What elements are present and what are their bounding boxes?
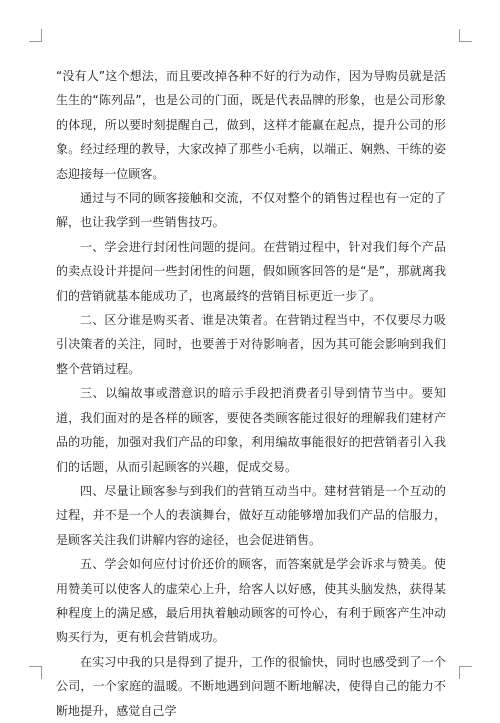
paragraph: 四、尽量让顾客参与到我们的营销互动当中。建材营销是一个互动的过程，并不是一个人的表演舞台，做好互动能够增加我们产品的信服力，是顾客关注我们讲解内容的途径，也会促进销售。 [56, 483, 446, 547]
paragraph: “没有人”这个想法，而且要改掉各种不好的行为动作，因为导购员就是活生生的“陈列品”，也是公司的门面，既是代表品牌的形象，也是公司形象的体现，所以要时刻提醒自己，做到，这样才能赢在起点，提升公司的形象。经过经理的教导，大家改掉了那些小毛病，以端正、娴熟、干练的姿态迎接每一位顾客。 [56, 69, 446, 181]
crop-mark-top-left [29, 29, 42, 42]
paragraph: 五、学会如何应付讨价还价的顾客，而答案就是学会诉求与赞美。使用赞美可以使客人的虚荣心上升，给客人以好感，使其头脑发热，获得某种程度上的满足感，最后用执着触动顾客的可怜心，有利于顾客产生冲动购买行为，更有机会营销成功。 [56, 557, 446, 645]
paragraph: 通过与不同的顾客接触和交流，不仅对整个的销售过程也有一定的了解，也让我学到一些销售技巧。 [56, 191, 446, 230]
paragraph: 三、以编故事或潜意识的暗示手段把消费者引导到情节当中。要知道，我们面对的是各样的顾客，要使各类顾客能过很好的理解我们建材产品的功能，加强对我们产品的印象，利用编故事能很好的把营销者引入我们的话题，从而引起顾客的兴趣，促成交易。 [56, 386, 446, 474]
paragraph: 一、学会进行封闭性问题的提问。在营销过程中，针对我们每个产品的卖点设计并提问一些封闭性的问题，假如顾客回答的是“是”，那就离我们的营销就基本能成功了，也离最终的营销目标更近一步了。 [56, 239, 446, 303]
crop-mark-bottom-right [459, 666, 472, 679]
paragraph: 二、区分谁是购买者、谁是决策者。在营销过程当中，不仅要尽力吸引决策者的关注，同时，也要善于对待影响者，因为其可能会影响到我们整个营销过程。 [56, 313, 446, 376]
document-body [56, 64, 446, 723]
crop-mark-top-right [459, 29, 472, 42]
crop-mark-bottom-left [29, 666, 42, 679]
paragraph: 在实习中我的只是得到了提升，工作的很愉快，同时也感受到了一个公司，一个家庭的温暖。不断地遇到问题不断地解决，使得自己的能力不断地提升，感觉自己学 [56, 654, 446, 718]
